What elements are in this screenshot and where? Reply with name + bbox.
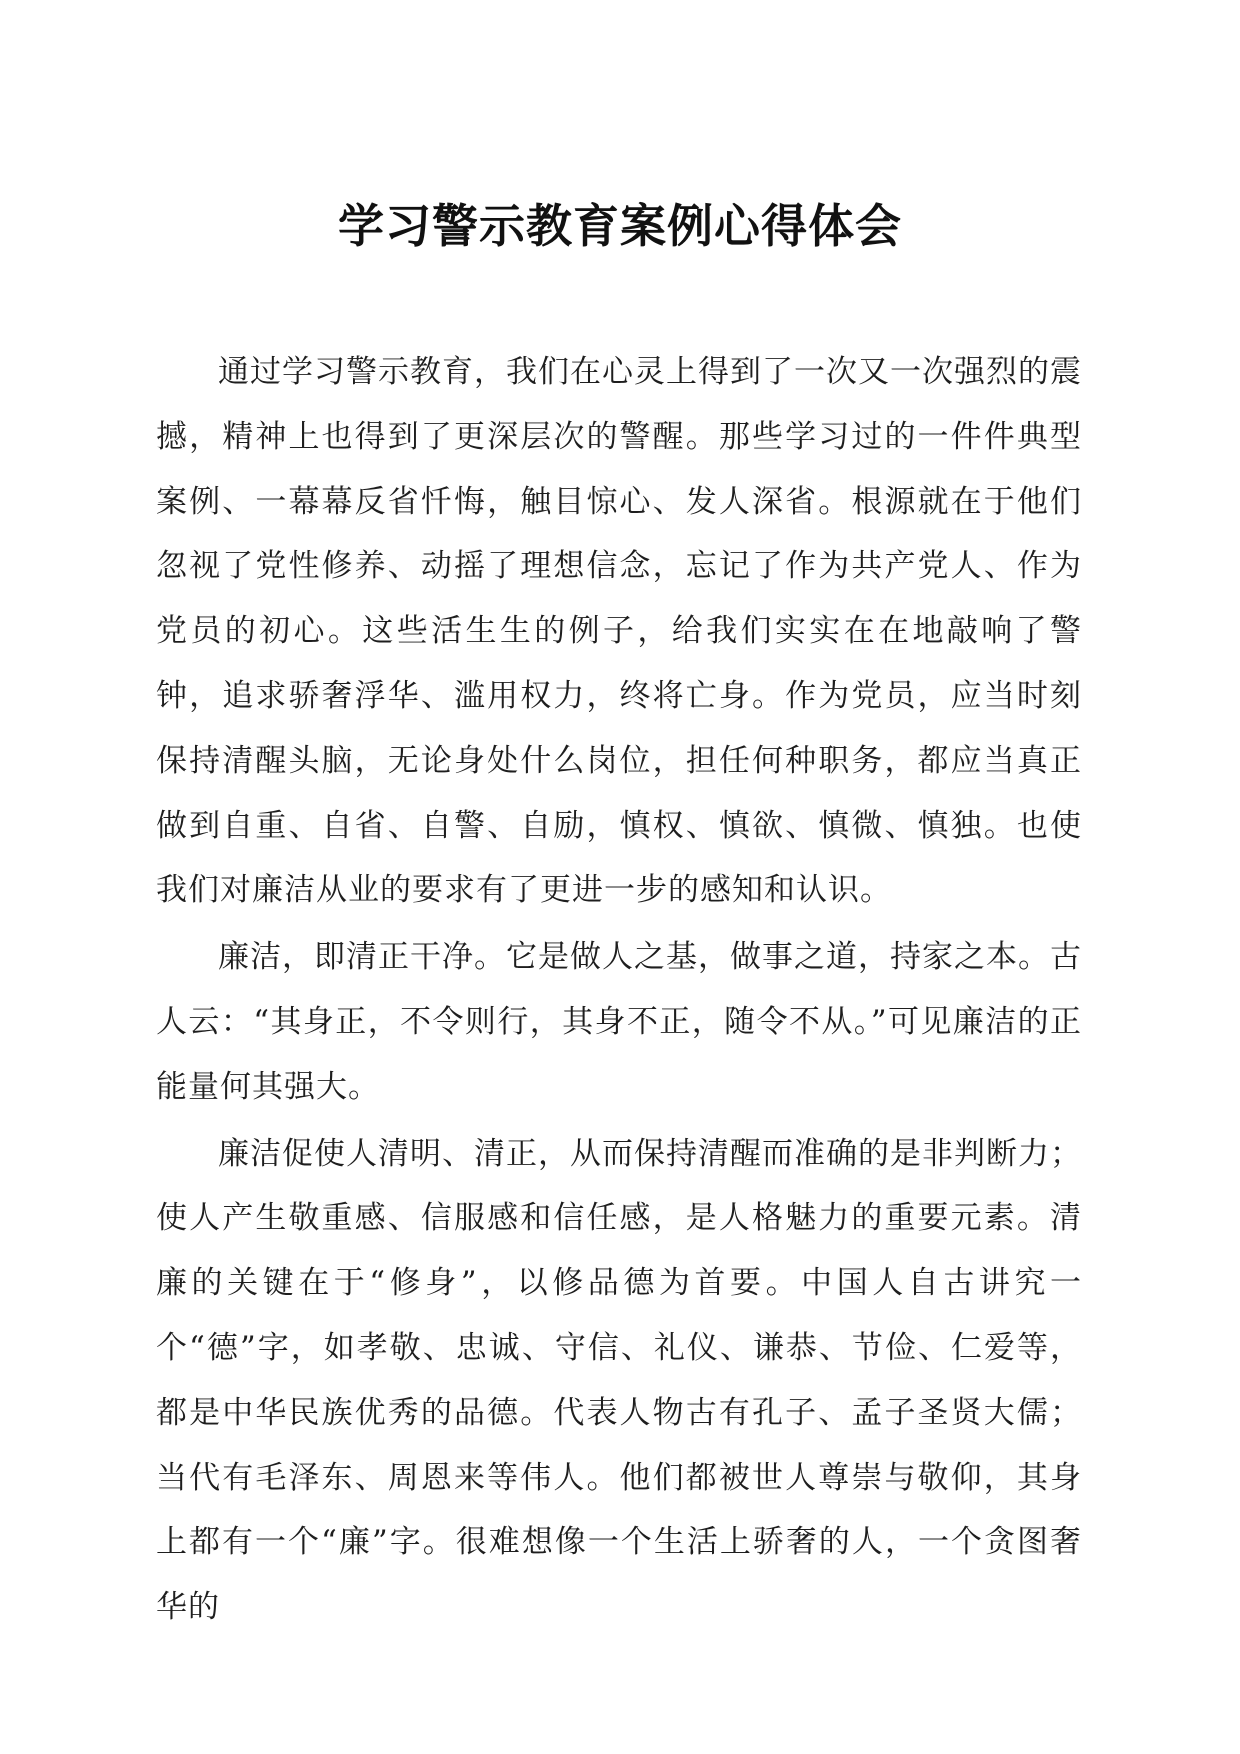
- document-title: 学习警示教育案例心得体会: [338, 199, 902, 253]
- document-body: [156, 340, 1082, 1640]
- paragraph-2: 廉洁，即清正干净。它是做人之基，做事之道，持家之本。古人云：“其身正，不令则行，其身不正，随令不从。”可见廉洁的正能量何其强大。: [156, 939, 1082, 1105]
- paragraph-3: 廉洁促使人清明、清正，从而保持清醒而准确的是非判断力；使人产生敬重感、信服感和信任感，是人格魅力的重要元素。清廉的关键在于“修身”，以修品德为首要。中国人自古讲究一个“德”字，如孝敬、忠诚、守信、礼仪、谦恭、节俭、仁爱等，都是中华民族优秀的品德。代表人物古有孔子、孟子圣贤大儒；当代有毛泽东、周恩来等伟人。他们都被世人尊崇与敬仰，其身上都有一个“廉”字。很难想像一个生活上骄奢的人，一个贪图奢华的: [156, 1135, 1082, 1626]
- paragraph-1: 通过学习警示教育，我们在心灵上得到了一次又一次强烈的震撼，精神上也得到了更深层次的警醒。那些学习过的一件件典型案例、一幕幕反省忏悔，触目惊心、发人深省。根源就在于他们忽视了党性修养、动摇了理想信念，忘记了作为共产党人、作为党员的初心。这些活生生的例子，给我们实实在在地敲响了警钟，追求骄奢浮华、滥用权力，终将亡身。作为党员，应当时刻保持清醒头脑，无论身处什么岗位，担任何种职务，都应当真正做到自重、自省、自警、自励，慎权、慎欲、慎微、慎独。也使我们对廉洁从业的要求有了更进一步的感知和认识。: [156, 354, 1082, 909]
